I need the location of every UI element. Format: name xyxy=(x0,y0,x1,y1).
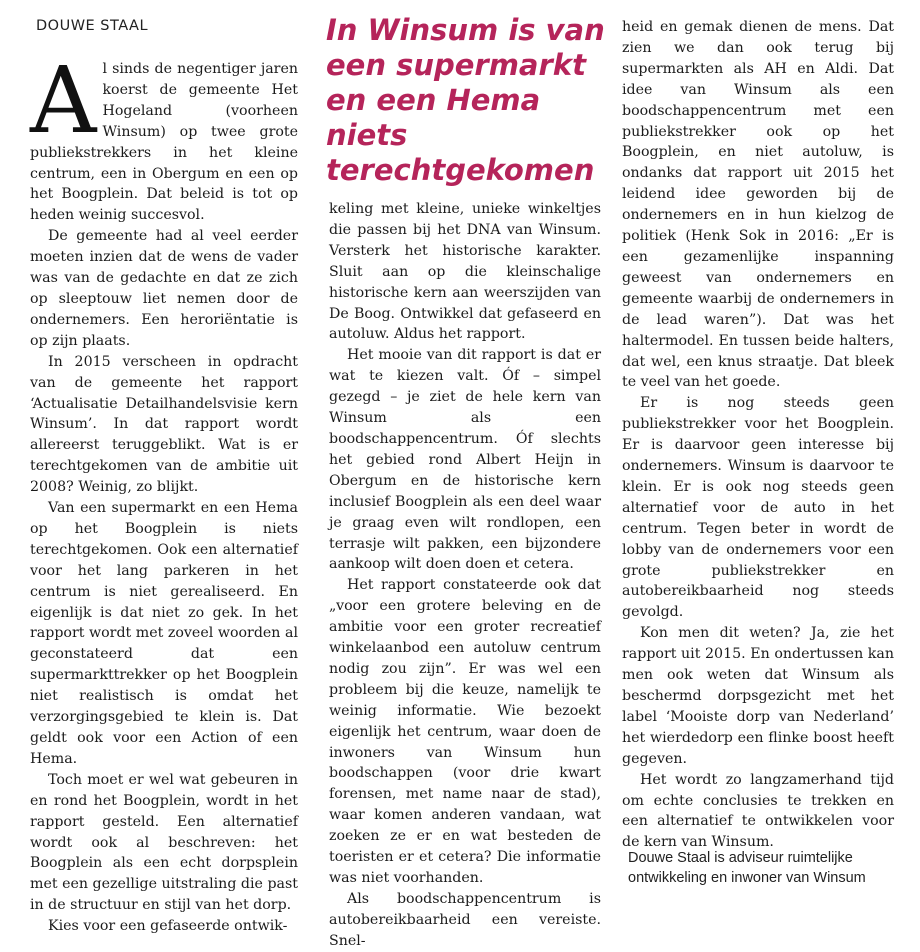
article-paragraph: De gemeente had al veel eerder moeten inzien dat de wens de vader was van de gedachte en dat ze zich op sleeptouw liet nemen door de ondernemers. Een heroriëntatie is op zijn plaats. xyxy=(30,228,298,349)
article-paragraph: Het mooie van dit rapport is dat er wat te kiezen valt. Óf – simpel gezegd – je ziet de hele kern van Winsum als een boodschappencentrum. Óf slechts het gebied rond Albert Heijn in Obergum en de historische kern inclusief Boogplein als een deel waar je graag even wilt rondlopen, een terrasje wilt pakken, een bijzondere aankoop wilt doen doen et cetera. xyxy=(329,347,601,573)
byline: DOUWE STAAL xyxy=(36,18,149,34)
article-column-2 xyxy=(329,199,601,952)
article-paragraph: In 2015 verscheen in opdracht van de gemeente het rapport ‘Actualisatie Detailhandelsvisie kern Winsum’. In dat rapport wordt allereerst teruggeblikt. Wat is er terechtgekomen van de ambitie uit 2008? Weinig, zo blijkt. xyxy=(30,353,298,496)
article-paragraph xyxy=(30,47,298,226)
drop-cap: A xyxy=(30,47,97,154)
article-paragraph: Van een supermarkt en een Hema op het Boogplein is niets terechtgekomen. Ook een alternatief voor het lang parkeren in het centrum is niet gerealiseerd. En eigenlijk is dat niet zo gek. In het rapport wordt met zoveel woorden al geconstateerd dat een supermarkttrekker op het Boogplein niet realistisch is omdat het verzorgingsgebied te klein is. Dat geldt ook voor een Action of een Hema. xyxy=(30,500,298,767)
article-paragraph: keling met kleine, unieke winkeltjes die passen bij het DNA van Winsum. Versterk het historische karakter. Sluit aan op die kleinschalige historische kern aan weerszijden van De Boog. Ontwikkel dat gefaseerd en autoluw. Aldus het rapport. xyxy=(329,201,601,343)
article-paragraph: Er is nog steeds geen publiekstrekker voor het Boogplein. Er is daarvoor geen interesse bij ondernemers. Winsum is daarvoor te klein. Er is ook nog steeds geen alternatief voor de auto in het centrum. Tegen beter in wordt de lobby van de ondernemers voor een grote publiekstrekker en autobereikbaarheid nog steeds gevolgd. xyxy=(622,395,894,621)
article-paragraph-text: l sinds de negentiger jaren koerst de gemeente Het Hogeland (voorheen Winsum) op twee grote publiekstrekkers in het kleine centrum, een in Obergum en een op het Boogplein. Dat beleid is tot op heden weinig succesvol. xyxy=(30,61,298,224)
article-paragraph: Het wordt zo langzamerhand tijd om echte conclusies te trekken en een alternatief te ontwikkelen voor de kern van Winsum. xyxy=(622,771,894,851)
article-paragraph: Het rapport constateerde ook dat „voor een grotere beleving en de ambitie voor een groter recreatief winkelaanbod een autoluw centrum nodig zou zijn”. Er was wel een probleem bij die keuze, namelijk te weinig informatie. Wie bezoekt eigenlijk het centrum, waar doen de inwoners van Winsum hun boodschappen (voor drie kwart forensen, met name naar de stad), waar komen anderen vandaan, wat zoeken ze er en wat besteden de toeristen er et cetera? Die informatie was niet voorhanden. xyxy=(329,577,601,886)
article-paragraph: Kon men dit weten? Ja, zie het rapport uit 2015. En ondertussen kan men ook weten dat Winsum als beschermd dorpsgezicht met het label ‘Mooiste dorp van Nederland’ het wierdedorp een flinke boost heeft gegeven. xyxy=(622,625,894,767)
article-column-3 xyxy=(622,17,894,853)
article-column-1 xyxy=(30,47,298,937)
article-headline: In Winsum is van een supermarkt en een Hema niets terechtgekomen xyxy=(326,13,605,187)
article-paragraph: Kies voor een gefaseerde ontwik- xyxy=(48,918,288,935)
article-paragraph: heid en gemak dienen de mens. Dat zien we dan ook terug bij supermarkten als AH en Aldi. Dat idee van Winsum als een boodschappencentrum met een publiekstrekker ook op het Boogplein, en niet autoluw, is ondanks dat rapport uit 2015 het leidend idee geworden bij de ondernemers en in hun kielzog de politiek (Henk Sok in 2016: „Er is een gezamenlijke inspanning geweest van ondernemers en gemeente waarbij de ondernemers in de lead waren”). Dat was het haltermodel. En tussen beide halters, dat wel, een knus straatje. Dat bleek te veel van het goede. xyxy=(622,19,894,391)
author-bio: Douwe Staal is adviseur ruimtelijke ontwikkeling en inwoner van Winsum xyxy=(628,850,866,886)
article-paragraph: Toch moet er wel wat gebeuren in en rond het Boogplein, wordt in het rapport gesteld. Een alternatief wordt ook al beschreven: het Boogplein als een echt dorpsplein met een gezellige uitstraling die past in de structuur en stijl van het dorp. xyxy=(30,771,298,914)
article-paragraph: Als boodschappencentrum is autobereikbaarheid een vereiste. Snel- xyxy=(329,890,601,949)
